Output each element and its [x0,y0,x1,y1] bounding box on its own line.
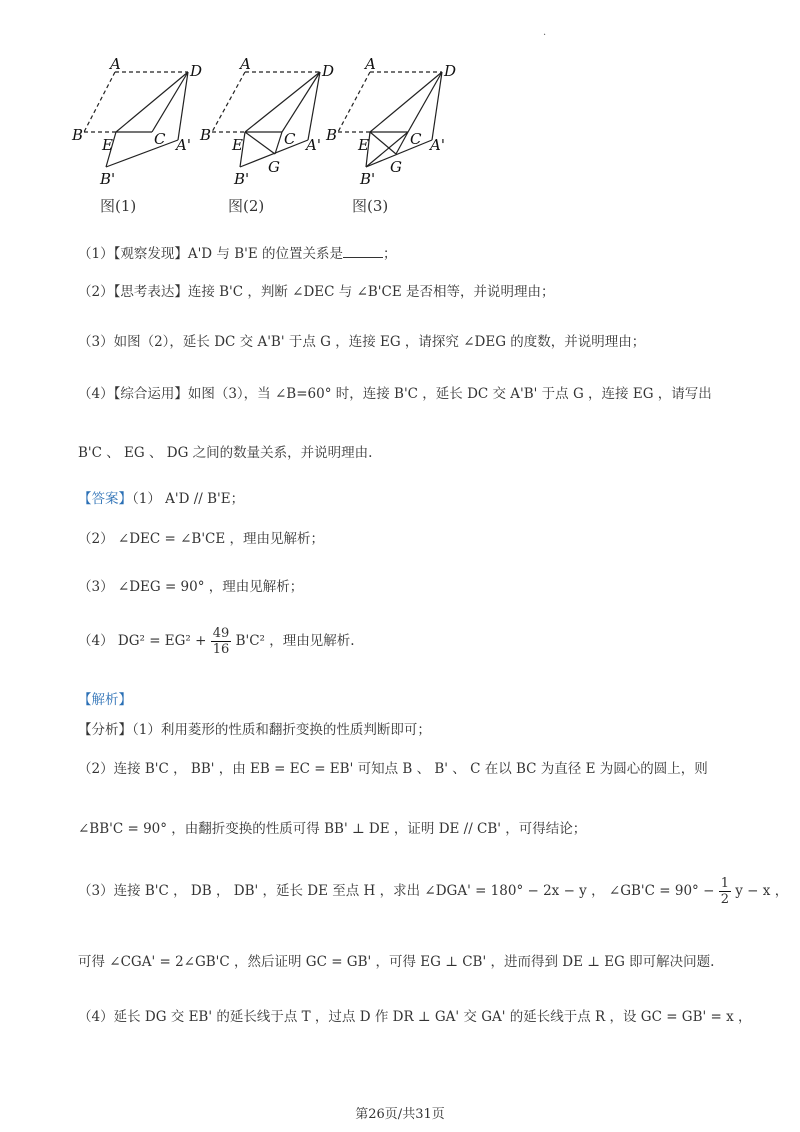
answer-tag: 【答案】 [78,491,132,507]
label-D-3: D [444,62,457,80]
analysis-part3-denominator: 2 [720,892,729,907]
answer-1-text: （1） A'D // B'E； [132,491,245,507]
analysis-part3-numerator: 1 [720,876,729,891]
label-E-1: E [102,136,113,154]
analysis-fenxi: 【分析】（1）利用菱形的性质和翻折变换的性质判断即可； [78,722,431,738]
answer-blank [343,245,383,258]
stray-dot: · [543,30,547,41]
label-D-2: D [322,62,335,80]
figure-caption-3: 图(3) [352,197,389,215]
analysis-tag: 【解析】 [78,692,132,708]
label-B-2: B [200,126,212,144]
label-Bprime-3: B' [360,170,376,188]
label-A-3: A [365,55,376,73]
label-A-2: A [240,55,251,73]
analysis-part3-line1 [78,876,788,907]
label-G-3: G [390,158,402,176]
analysis-part3-a: （3）连接 B'C ， DB ， DB' ，延长 DE 至点 H ，求出 ∠DGA' = 180° − 2x − y ， [78,883,605,899]
label-D-1: D [190,62,203,80]
answer-4 [78,626,355,657]
answer-4-denominator: 16 [212,642,230,657]
analysis-part3-fraction [719,876,731,907]
analysis-part2-line1: （2）连接 B'C ， BB' ，由 EB = EC = EB' 可知点 B 、 B' 、 C 在以 BC 为直径 E 为圆心的圆上，则 [78,761,708,777]
label-A-1: A [110,55,121,73]
analysis-part3-c: y − x ， [735,883,789,899]
figure-2 [212,72,320,167]
question-1-tail: ； [382,246,397,262]
analysis-part4-line1: （4）延长 DG 交 EB' 的延长线于点 T ，过点 D 作 DR ⊥ GA' 交 GA' 的延长线于点 R ，设 GC = GB' = x ， [78,1009,752,1025]
label-E-3: E [358,136,369,154]
analysis-part3-b: ∠GB'C = 90° − [608,883,715,899]
label-C-1: C [154,130,166,148]
answer-4-fraction [211,626,232,657]
figure-caption-1: 图(1) [100,197,137,215]
question-4-line-1: （4）【综合运用】如图（3），当 ∠B=60° 时，连接 B'C ，延长 DC 交 A'B' 于点 G ，连接 EG ，请写出 [78,386,712,402]
question-1 [78,242,396,262]
figure-1 [84,72,188,167]
page-footer: 第26页/共31页 [355,1107,445,1122]
label-B-1: B [72,126,84,144]
answer-4-numerator: 49 [212,626,230,641]
label-Bprime-2: B' [234,170,250,188]
figure-3 [338,72,442,167]
answer-1 [78,487,244,507]
label-Aprime-2: A' [306,136,321,154]
answer-4-prefix: （4） DG² = EG² + [78,633,207,649]
question-2: （2）【思考表达】连接 B'C ，判断 ∠DEC 与 ∠B'CE 是否相等，并说明理由； [78,284,555,300]
label-G-2: G [268,158,280,176]
label-E-2: E [232,136,243,154]
analysis-part2-line2: ∠BB'C = 90° ，由翻折变换的性质可得 BB' ⊥ DE ，证明 DE // CB' ，可得结论； [78,821,587,837]
label-C-3: C [410,130,422,148]
question-4-line-2: B'C 、 EG 、 DG 之间的数量关系，并说明理由. [78,445,373,461]
analysis-part3-line2: 可得 ∠CGA' = 2∠GB'C ，然后证明 GC = GB' ，可得 EG ⊥ CB' ，进而得到 DE ⊥ EG 即可解决问题. [78,954,715,970]
label-Aprime-3: A' [430,136,445,154]
label-Bprime-1: B' [100,170,116,188]
label-Aprime-1: A' [176,136,191,154]
answer-4-suffix: B'C² ，理由见解析. [235,633,355,649]
label-C-2: C [284,130,296,148]
figure-caption-2: 图(2) [228,197,265,215]
answer-2: （2） ∠DEC = ∠B'CE ，理由见解析； [78,531,325,547]
answer-3: （3） ∠DEG = 90° ，理由见解析； [78,579,304,595]
question-3: （3）如图（2），延长 DC 交 A'B' 于点 G ，连接 EG ，请探究 ∠DEG 的度数，并说明理由； [78,334,646,350]
label-B-3: B [326,126,338,144]
question-1-text: （1）【观察发现】A'D 与 B'E 的位置关系是 [78,246,343,262]
